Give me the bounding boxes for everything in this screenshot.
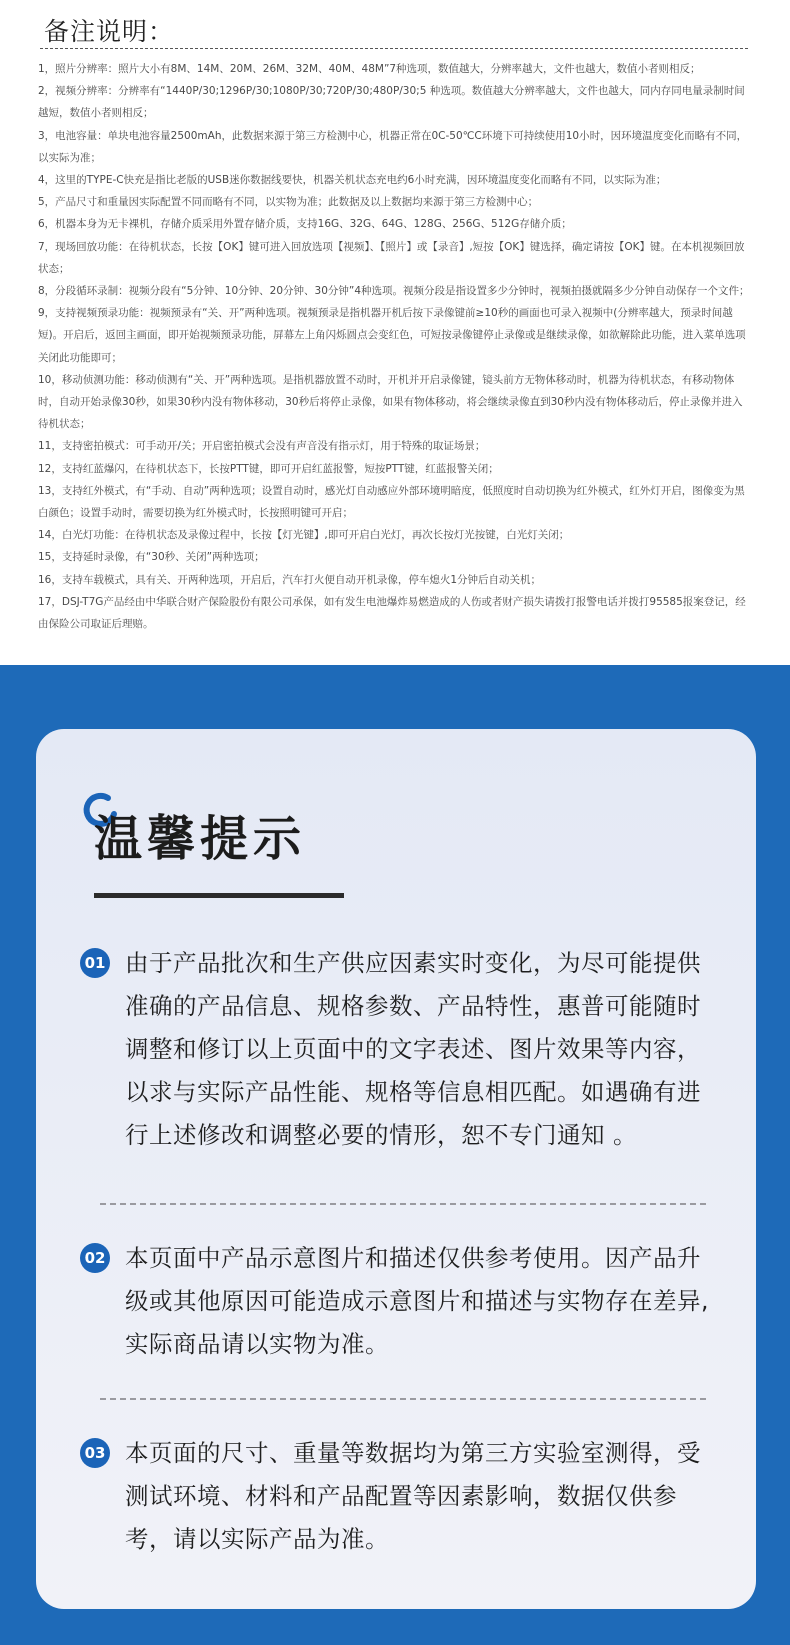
tip-divider xyxy=(100,1203,706,1205)
note-item: 13，支持红外模式，有“手动、自动”两种选项；设置自动时，感光灯自动感应外部环境明暗度，低照度时自动切换为红外模式，红外灯开启，图像变为黑白颜色；设置手动时，需要切换为红外模式时，长按照明键可开启； xyxy=(38,484,745,520)
tip-text: 本页面中产品示意图片和描述仅供参考使用。因产品升级或其他原因可能造成示意图片和描述与实物存在差异,实际商品请以实物为准。 xyxy=(125,1244,709,1358)
notes-list xyxy=(38,58,750,635)
note-item: 5，产品尺寸和重量因实际配置不同而略有不同，以实物为准；此数据及以上数据均来源于第三方检测中心； xyxy=(38,196,539,209)
note-item: 2，视频分辨率：分辨率有“1440P/30;1296P/30;1080P/30;720P/30;480P/30;5 种选项。数值越大分辨率越大，文件也越大，同内存同电量录制时间越短，数值小者则相反； xyxy=(38,85,745,120)
note-item: 17，DSJ-T7G产品经由中华联合财产保险股份有限公司承保，如有发生电池爆炸易燃造成的人伤或者财产损失请拨打报警电话并拨打95585报案登记，经由保险公司取证后理赔。 xyxy=(38,595,746,631)
note-item: 1，照片分辨率：照片大小有8M、14M、20M、26M、32M、40M、48M”7种选项，数值越大，分辨率越大，文件也越大，数值小者则相反； xyxy=(38,63,701,75)
tip-number-badge: 01 xyxy=(80,948,110,978)
notes-title: 备注说明： xyxy=(44,17,175,46)
tip-number-badge: 02 xyxy=(80,1243,110,1273)
tip-text: 本页面的尺寸、重量等数据均为第三方实验室测得，受测试环境、材料和产品配置等因素影响，数据仅供参考，请以实际产品为准。 xyxy=(125,1439,701,1553)
note-item: 14，白光灯功能：在待机状态及录像过程中，长按【灯光键】,即可开启白光灯，再次长按灯光按键，白光灯关闭； xyxy=(38,529,570,542)
note-item: 15，支持延时录像，有“30秒、关闭”两种选项； xyxy=(38,551,265,564)
tips-title: 温馨提示 xyxy=(94,811,307,867)
note-item: 11，支持密拍模式：可手动开/关；开启密拍模式会没有声音没有指示灯，用于特殊的取证场景； xyxy=(38,440,486,453)
note-item: 6，机器本身为无卡裸机，存储介质采用外置存储介质，支持16G、32G、64G、128G、256G、512G存储介质； xyxy=(38,218,572,231)
note-item: 9，支持视频预录功能：视频预录有“关、开”两种选项。视频预录是指机器开机后按下录像键前≥10秒的画面也可录入视频中(分辨率越大，预录时间越短)。开启后，返回主画面，即开始视频预录功能，屏幕左上角闪烁圆点会变红色，可短按录像键停止录像或是继续录像，如欲解除此功能，进入菜单选项关闭此功能即可； xyxy=(38,307,746,364)
tip-text: 由于产品批次和生产供应因素实时变化，为尽可能提供准确的产品信息、规格参数、产品特性，惠普可能随时调整和修订以上页面中的文字表述、图片效果等内容，以求与实际产品性能、规格等信息相匹配。如遇确有进行上述修改和调整必要的情形，恕不专门通知 。 xyxy=(125,949,701,1149)
notes-section xyxy=(0,0,790,665)
tips-title-underline xyxy=(94,893,344,898)
note-item: 16，支持车载模式，具有关、开两种选项，开启后，汽车打火便自动开机录像，停车熄火1分钟后自动关机； xyxy=(38,573,542,586)
note-item: 3，电池容量：单块电池容量2500mAh，此数据来源于第三方检测中心，机器正常在0C-50℃C环境下可持续使用10小时，因环境温度变化而略有不同，以实际为准； xyxy=(38,129,748,164)
note-item: 4，这里的TYPE-C快充是指比老版的USB迷你数据线要快，机器关机状态充电约6小时充满，因环境温度变化而略有不同，以实际为准； xyxy=(38,174,667,187)
tip-divider xyxy=(100,1398,706,1400)
notes-divider xyxy=(40,48,748,49)
note-item: 8，分段循环录制：视频分段有“5分钟、10分钟、20分钟、30分钟”4种选项。视频分段是指设置多少分钟时，视频拍摄就隔多少分钟自动保存一个文件； xyxy=(38,285,750,298)
note-item: 7，现场回放功能：在待机状态，长按【OK】键可进入回放选项【视频】、【照片】或【录音】,短按【OK】键选择，确定请按【OK】键。在本机视频回放状态； xyxy=(38,240,745,275)
tip-number-badge: 03 xyxy=(80,1438,110,1468)
note-item: 10，移动侦测功能：移动侦测有“关、开”两种选项。是指机器放置不动时，开机并开启录像键，镜头前方无物体移动时，机器为待机状态，有移动物体时，自动开始录像30秒，如果30秒内没有物体移动，30秒后将停止录像，如果有物体移动，将会继续录像直到30秒内没有物体移动后，停止录像并进入待机状态； xyxy=(38,373,743,431)
note-item: 12，支持红蓝爆闪，在待机状态下，长按PTT键，即可开启红蓝报警，短按PTT键，红蓝报警关闭； xyxy=(38,462,499,475)
